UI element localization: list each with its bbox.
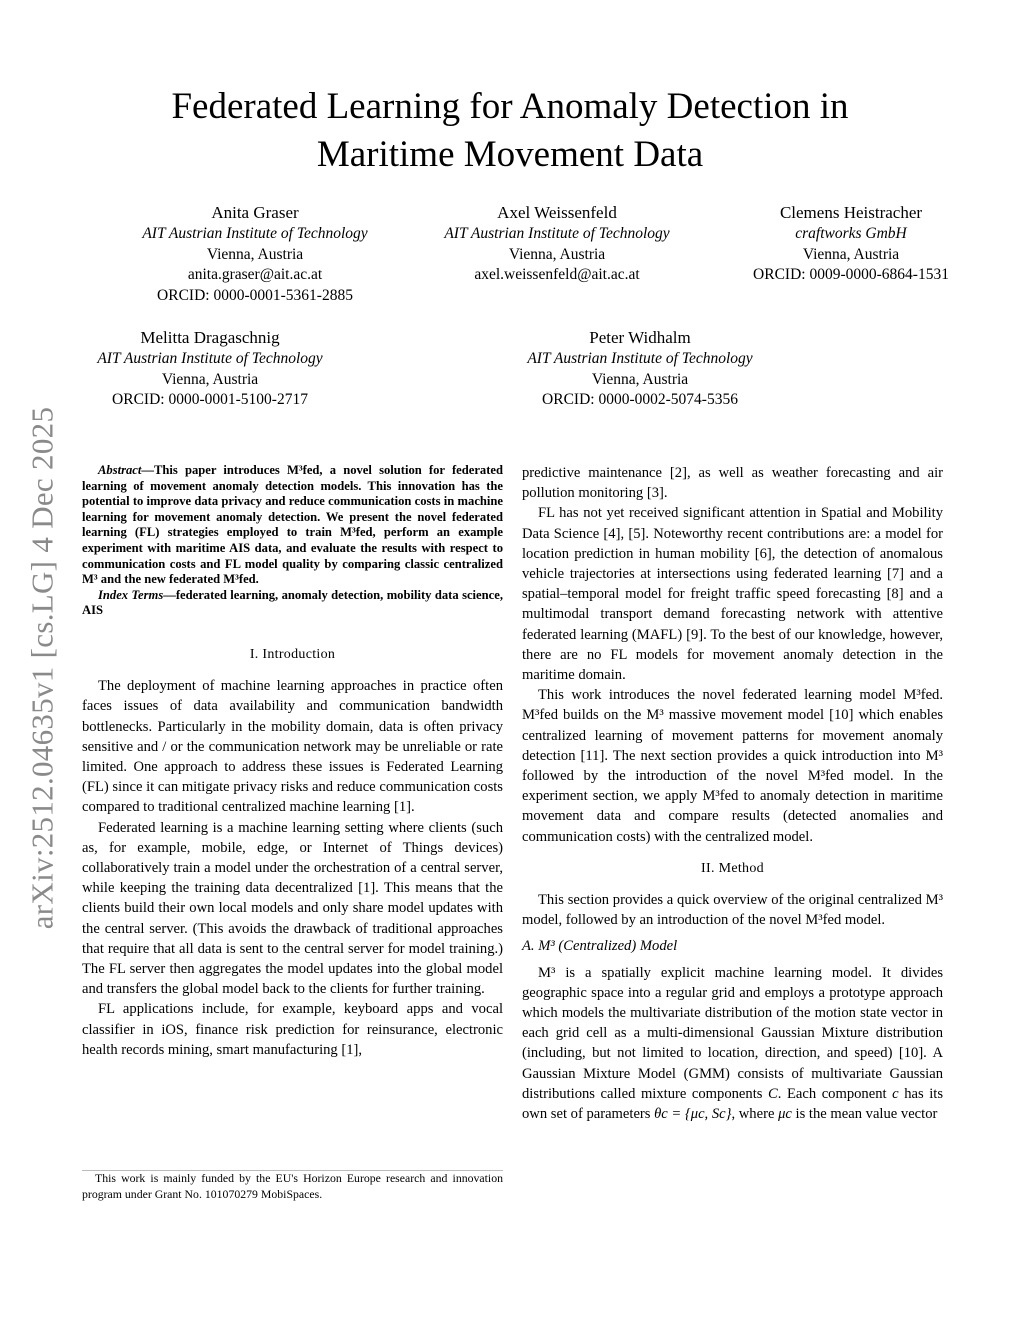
author-name: Anita Graser (211, 203, 299, 222)
author-name: Clemens Heistracher (779, 203, 923, 222)
paper-title: Federated Learning for Anomaly Detection in Maritime Movement Data (171, 86, 849, 175)
author-block (100, 201, 410, 306)
section-heading-introduction: I. Introduction (249, 646, 336, 662)
body-paragraph: FL has not yet received significant attention in Spatial and Mobility Data Science [4], [5]. Noteworthy recent contributions are: a model for location prediction in human mobility [6], the detection of anomalous vehicle trajectories at intersections using federated learning [7] and a spatial–temporal model for freight traffic speed forecasting [8] and a multimodal transport demand forecasting network with attentive federated learning (MAFL) [9]. To the best of our knowledge, however, there are no FL models for movement anomaly detection in the maritime domain. (522, 505, 943, 684)
author-orcid: ORCID: 0000-0001-5361-2885 (157, 286, 353, 304)
math-symbol-mu: μc (778, 1106, 792, 1123)
math-symbol-C: C (768, 1085, 778, 1102)
author-affiliation: AIT Austrian Institute of Technology (527, 350, 753, 367)
author-location: Vienna, Austria (802, 245, 900, 263)
body-paragraph: predictive maintenance [2], as well as weather forecasting and air pollution monitoring [3]. (522, 465, 943, 502)
author-affiliation: AIT Austrian Institute of Technology (142, 225, 368, 242)
author-block (490, 326, 790, 411)
author-orcid: ORCID: 0000-0002-5074-5356 (542, 391, 738, 408)
arxiv-identifier-text: arXiv:2512.04635v1 [cs.LG] 4 Dec 2025 (24, 406, 59, 930)
abstract-text: —This paper introduces M³fed, a novel solution for federated learning of movement anomaly detection models. This innovation has the potential to improve data privacy and reduce communication costs in machine learning for movement anomaly detection. We present the novel federated learning (FL) strategies employed to train M³fed, perform an example experiment with maritime AIS data, and evaluate the results with respect to communication costs and FL model quality by comparing classic centralized M³ and the new federated M³fed. (82, 463, 503, 587)
author-name: Peter Widhalm (589, 328, 691, 347)
math-symbol-c: c (892, 1085, 899, 1102)
body-paragraph: This work introduces the novel federated learning model M³fed. M³fed builds on the M³ massive movement model [10] which enables centralized learning of movement patterns for movement anomaly detection [11]. The next section provides a quick introduction into M³ followed by the introduction of the novel M³fed model. In the experiment section, we apply M³fed to anomaly detection in maritime movement data and compare results (detected anomalies and communication costs) with the centralized model. (522, 687, 943, 845)
author-affiliation: AIT Austrian Institute of Technology (444, 225, 670, 242)
author-location: Vienna, Austria (591, 370, 689, 388)
author-affiliation: AIT Austrian Institute of Technology (97, 350, 323, 367)
abstract-label: Abstract (98, 463, 142, 477)
author-location: Vienna, Austria (161, 370, 259, 388)
abstract (82, 463, 503, 619)
body-paragraph: Federated learning is a machine learning setting where clients (such as, for example, mobile, edge, or Internet of Things devices) collaboratively train a model under the orchestration of a central server, while keeping the training data decentralized [1]. This means that the clients build their own local models and only share model updates with the central server. (This avoids the drawback of traditional approaches that require that all data is sent to the central server for model training.) The FL server then aggregates the model updates into the global model and transfers the global model back to the clients for further training. (82, 819, 503, 998)
funding-footnote: This work is mainly funded by the EU's Horizon Europe research and innovation program under Grant No. 101070279 MobiSpaces. (82, 1171, 503, 1201)
author-orcid: ORCID: 0009-0000-6864-1531 (753, 266, 949, 283)
body-paragraph: The deployment of machine learning approaches in practice often faces issues of data availability and communication bandwidth bottlenecks. Particularly in the mobility domain, data is often privacy sensitive and / or the communication network may be unreliable or rate limited. One approach to address these issues is Federated Learning (FL) since it can mitigate privacy risks and reduce communication costs compared to traditional centralized machine learning [1]. (82, 678, 503, 816)
author-name: Axel Weissenfeld (497, 203, 617, 222)
body-paragraph-with-math: M³ is a spatially explicit machine learning model. It divides geographic space into a regular grid and employs a prototype approach which models the multivariate distribution of the motion state vector in each grid cell as a multi-dimensional Gaussian Mixture distribution (including, but not limited to location, direction, and speed) [10]. A Gaussian Mixture Model (GMM) consists of multivariate Gaussian distributions called mixture components C. Each component c has its own set of parameters θc = {μc, Sc}, where μc is the mean value vector (522, 964, 943, 1123)
index-terms-text: —federated learning, anomaly detection, mobility data science, AIS (82, 587, 503, 618)
body-paragraph: This section provides a quick overview of the original centralized M³ model, followed by an introduction of the novel M³fed model. (522, 892, 943, 929)
left-column (82, 463, 503, 1060)
author-location: Vienna, Austria (508, 245, 606, 263)
subsection-heading: A. M³ (Centralized) Model (522, 938, 678, 955)
right-column (522, 463, 943, 1124)
author-block (706, 201, 996, 286)
author-email: anita.graser@ait.ac.at (187, 266, 323, 283)
author-block (402, 201, 712, 286)
author-orcid: ORCID: 0000-0001-5100-2717 (112, 391, 308, 408)
author-name: Melitta Dragaschnig (140, 328, 280, 347)
arxiv-identifier-stamp (12, 378, 72, 958)
index-terms-label: Index Terms (98, 587, 164, 602)
author-location: Vienna, Austria (206, 245, 304, 263)
section-heading-method: II. Method (701, 860, 764, 876)
author-affiliation: craftworks GmbH (795, 225, 907, 242)
author-email: axel.weissenfeld@ait.ac.at (474, 266, 640, 283)
math-theta-equation: θc = {μc, Sc} (654, 1106, 732, 1123)
body-paragraph: FL applications include, for example, keyboard apps and vocal classifier in iOS, finance risk prediction for reinsurance, electronic health records mining, smart manufacturing [1], (82, 1001, 503, 1058)
author-block (60, 326, 360, 411)
